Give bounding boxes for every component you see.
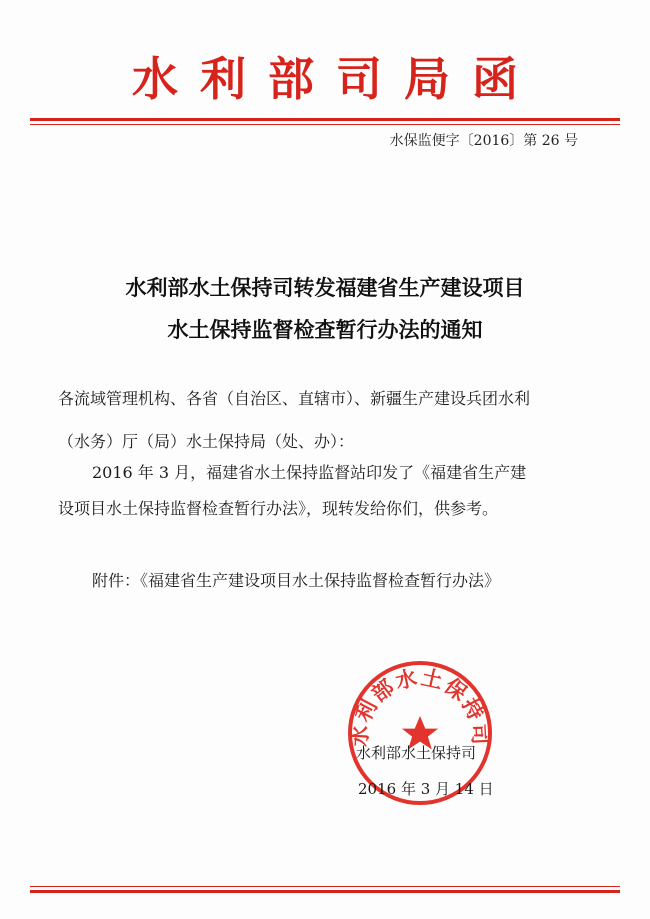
body-paragraph-line-2: 设项目水土保持监督检查暂行办法》，现转发给你们，供参考。 bbox=[58, 499, 499, 518]
addressee-line-2: （水务）厅（局）水土保持局（处、办）： bbox=[58, 432, 355, 451]
letterhead-rule-thick bbox=[30, 118, 620, 121]
signer-name: 水利部水土保持司 bbox=[356, 744, 477, 762]
signature-date: 2016 年 3 月 14 日 bbox=[358, 780, 494, 798]
document-title-line-2: 水土保持监督检查暂行办法的通知 bbox=[167, 318, 483, 342]
letterhead-rule-thin bbox=[30, 124, 620, 125]
letterhead-title: 水利部司局函 bbox=[132, 52, 540, 106]
attachment-line: 附件：《福建省生产建设项目水土保持监督检查暂行办法》 bbox=[92, 571, 501, 590]
document-title-line-1: 水利部水土保持司转发福建省生产建设项目 bbox=[125, 276, 525, 300]
body-paragraph-line-1: 2016 年 3 月，福建省水土保持监督站印发了《福建省生产建 bbox=[92, 463, 527, 482]
footer-rule-thick bbox=[30, 890, 620, 893]
document-number: 水保监便字〔2016〕第 26 号 bbox=[389, 133, 578, 149]
seal-text: 水利部水土保持司 bbox=[347, 665, 493, 748]
addressee-line-1: 各流域管理机构、各省（自治区、直辖市）、新疆生产建设兵团水利 bbox=[58, 389, 531, 408]
footer-rule-thin bbox=[30, 886, 620, 887]
